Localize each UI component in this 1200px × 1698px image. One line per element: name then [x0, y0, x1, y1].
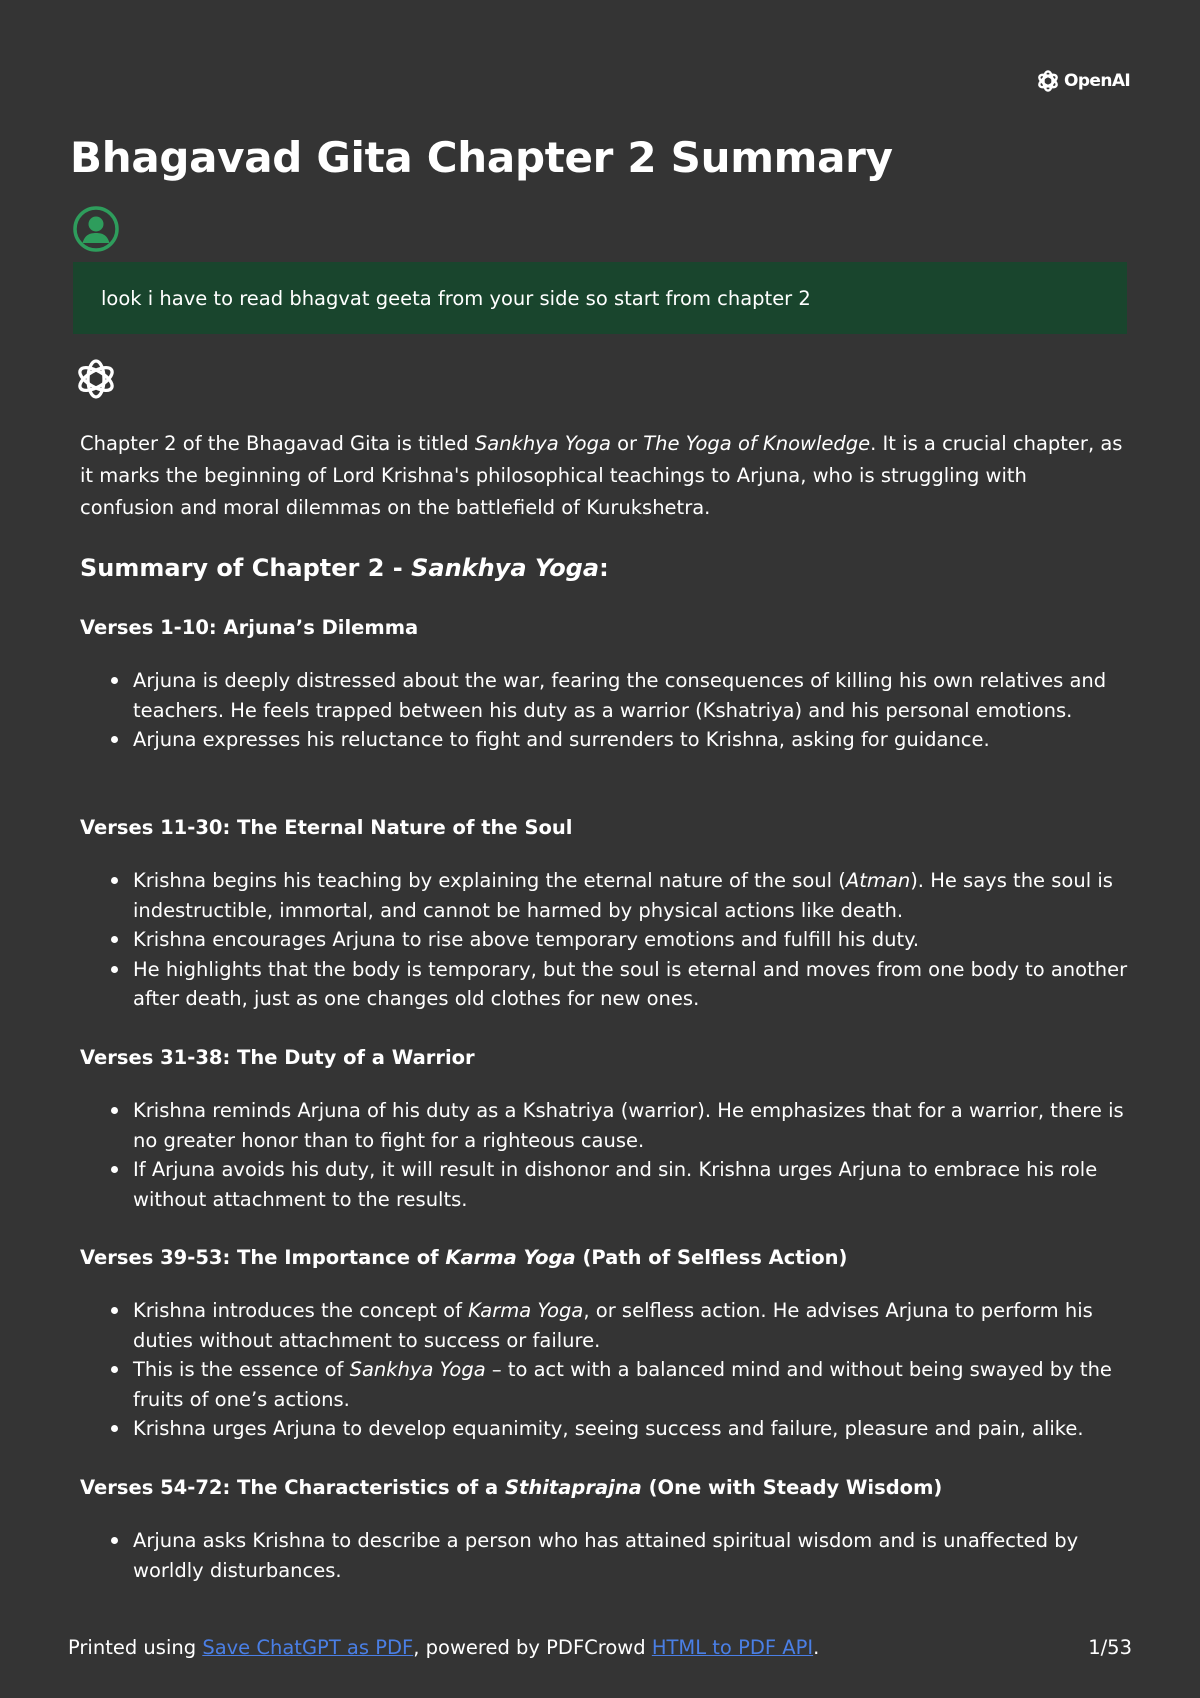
openai-logo [1035, 68, 1130, 94]
page-footer [68, 1634, 1132, 1662]
section-heading-3: Verses 31-38: The Duty of a Warrior [80, 1046, 475, 1069]
user-avatar-icon [73, 206, 119, 252]
chatgpt-icon [73, 356, 119, 402]
list-item: Arjuna is deeply distressed about the war, fearing the consequences of killing his own relatives and teachers. He feels trapped between his duty as a warrior (Kshatriya) and his personal emotions. [80, 666, 1128, 725]
list-item: Arjuna asks Krishna to describe a person who has attained spiritual wisdom and is unaffected by worldly disturbances. [80, 1526, 1128, 1585]
list-item: This is the essence of Sankhya Yoga – to act with a balanced mind and without being swayed by the fruits of one’s actions. [80, 1355, 1128, 1414]
intro-paragraph: Chapter 2 of the Bhagavad Gita is titled Sankhya Yoga or The Yoga of Knowledge. It is a crucial chapter, as it marks the beginning of Lord Krishna's philosophical teachings to Arjuna, who is struggling with confusion and moral dilemmas on the battlefield of Kurukshetra. [80, 432, 1123, 519]
summary-heading: Summary of Chapter 2 - Sankhya Yoga: [80, 554, 609, 582]
openai-logo-icon [1035, 68, 1061, 94]
page-title: Bhagavad Gita Chapter 2 Summary [70, 133, 893, 182]
intro-em-yoga-knowledge: The Yoga of Knowledge [643, 432, 871, 455]
list-item: Krishna begins his teaching by explaining the eternal nature of the soul (Atman). He says the soul is indestructible, immortal, and cannot be harmed by physical actions like death. [80, 866, 1128, 925]
list-item: He highlights that the body is temporary, but the soul is eternal and moves from one body to another after death, just as one changes old clothes for new ones. [80, 955, 1128, 1014]
section-heading-2: Verses 11-30: The Eternal Nature of the Soul [80, 816, 573, 839]
assistant-intro [80, 428, 1125, 524]
list-item: Arjuna expresses his reluctance to fight and surrenders to Krishna, asking for guidance. [80, 725, 1128, 755]
section-heading-4: Verses 39-53: The Importance of Karma Yoga (Path of Selfless Action) [80, 1246, 848, 1269]
list-item: Krishna urges Arjuna to develop equanimity, seeing success and failure, pleasure and pain, alike. [80, 1414, 1128, 1444]
section-heading-5: Verses 54-72: The Characteristics of a Sthitaprajna (One with Steady Wisdom) [80, 1476, 943, 1499]
openai-logo-text: OpenAI [1064, 71, 1131, 91]
section-heading-1: Verses 1-10: Arjuna’s Dilemma [80, 616, 419, 639]
html-to-pdf-api-link[interactable]: HTML to PDF API [651, 1636, 814, 1659]
footer-credit: Printed using Save ChatGPT as PDF, powered by PDFCrowd HTML to PDF API. [68, 1636, 820, 1659]
user-message-text: look i have to read bhagvat geeta from your side so start from chapter 2 [101, 286, 811, 310]
list-item: Krishna encourages Arjuna to rise above temporary emotions and fulfill his duty. [80, 925, 1128, 955]
section-list-1 [80, 666, 1128, 755]
list-item: Krishna reminds Arjuna of his duty as a Kshatriya (warrior). He emphasizes that for a warrior, there is no greater honor than to fight for a righteous cause. [80, 1096, 1128, 1155]
intro-em-sankhya: Sankhya Yoga [474, 432, 611, 455]
section-list-4 [80, 1296, 1128, 1444]
list-item: If Arjuna avoids his duty, it will result in dishonor and sin. Krishna urges Arjuna to embrace his role without attachment to the results. [80, 1155, 1128, 1214]
list-item: Krishna introduces the concept of Karma Yoga, or selfless action. He advises Arjuna to perform his duties without attachment to success or failure. [80, 1296, 1128, 1355]
section-list-5 [80, 1526, 1128, 1585]
section-list-2 [80, 866, 1128, 1014]
save-chatgpt-pdf-link[interactable]: Save ChatGPT as PDF [202, 1636, 414, 1659]
user-message [73, 262, 1127, 334]
page-number: 1/53 [1088, 1636, 1132, 1659]
section-list-3 [80, 1096, 1128, 1214]
